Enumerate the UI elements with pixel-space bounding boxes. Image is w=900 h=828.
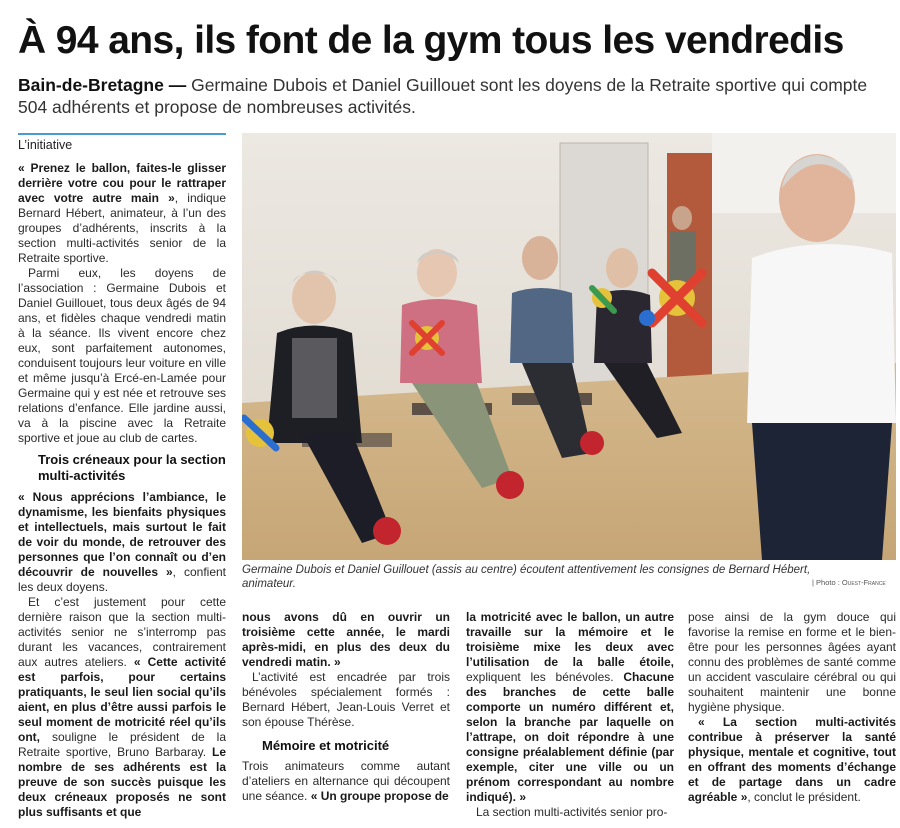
dateline: Bain-de-Bretagne — xyxy=(18,75,187,95)
quote: Chacune des branches de cette balle comporte un numéro différent et, selon la branche par laquelle on l’attrape, on doit répondre à une consigne préalablement définie (par exemple, citer une ville ou un prénom correspondant au nombre indiqué). » xyxy=(466,670,674,804)
headline: À 94 ans, ils font de la gym tous les vendredis xyxy=(18,19,844,62)
quote: Le nombre de ses adhérents est la preuve de son succès puisque les deux créneaux proposés ne sont plus suffisants et que xyxy=(18,745,226,819)
paragraph xyxy=(18,490,226,595)
photo-illustration xyxy=(242,133,896,560)
paragraph xyxy=(18,595,226,820)
paragraph: pose ainsi de la gym douce qui favorise la remise en forme et le bien-être pour les personnes âgées ayant connu des problèmes de santé comme un accident vasculaire cérébral ou qui souhaitent maintenir une bonne hygiène physique. xyxy=(688,610,896,714)
article-photo xyxy=(242,133,896,560)
text: Et c’est justement pour cette dernière raison que la section multi-activités senior ne s’interromp pas durant les vacances, contrairement aux autres ateliers. xyxy=(18,595,226,669)
quote: nous avons dû en ouvrir un troisième cette année, le mardi après-midi, en plus des deux du vendredi matin. » xyxy=(242,610,450,669)
section-kicker: L’initiative xyxy=(18,133,226,152)
text: , confient les deux doyens. xyxy=(18,565,226,594)
paragraph: Parmi eux, les doyens de l’association : Germaine Dubois et Daniel Guillouet, tous deux âgés de 94 ans, et fidèles chaque vendredi matin à la séance. Ils vivent encore chez eux, sont parfaitement autonomes, conduisent toujours leur voiture en ville et même jusqu’à Ercé-en-Lamée pour Germaine qui y est née et retrouve ses relations d’enfance. Elle jardine aussi, va à la piscine avec la Retraite sportive et joue au club de cartes. xyxy=(18,266,226,445)
text: souligne le président de la Retraite sportive, Bruno Barbaray. xyxy=(18,730,226,759)
quote: « Un groupe propose de xyxy=(310,789,449,803)
quote: « La section multi-activités contribue à préserver la santé physique, mentale et cognitive, tout en offrant des moments d’échange et de partage dans un cadre agréable » xyxy=(688,715,896,804)
photo-caption: Germaine Dubois et Daniel Guillouet (assis au centre) écoutent attentivement les consignes de Bernard Hébert, animateur. xyxy=(242,564,811,590)
text-column-2 xyxy=(242,610,450,804)
paragraph: L’activité est encadrée par trois bénévoles spécialement formés : Bernard Hébert, Jean-Louis Verret et son épouse Thérèse. xyxy=(242,670,450,729)
quote: « Prenez le ballon, faites-le glisser derrière votre cou pour le rattraper avec votre autre main » xyxy=(18,161,226,205)
text: , indique Bernard Hébert, animateur, à l’un des groupes d’adhérents, inscrits à la section multi-activités senior de la Retraite sportive. xyxy=(18,191,226,265)
paragraph xyxy=(466,610,674,805)
paragraph xyxy=(242,610,450,670)
subheading: Mémoire et motricité xyxy=(262,738,390,753)
quote: « Cette activité est parfois, pour certains pratiquants, le seul lien social qu’ils aient, en plus d’être aussi parfois le seul moment de motricité réel qu’ils ont, xyxy=(18,655,227,744)
lead-paragraph xyxy=(18,74,888,118)
subheading: Trois créneaux pour la section multi-activités xyxy=(38,452,226,483)
paragraph xyxy=(688,715,896,805)
photo-credit xyxy=(812,578,886,587)
text-column-4 xyxy=(688,610,896,805)
paragraph: La section multi-activités senior pro- xyxy=(476,805,668,819)
text-column-1 xyxy=(18,161,226,820)
credit-label: | Photo : xyxy=(812,578,840,587)
paragraph xyxy=(242,759,450,804)
text-column-3 xyxy=(466,610,674,820)
star-ball xyxy=(412,323,442,353)
quote: « Nous apprécions l’ambiance, le dynamisme, les bienfaits physiques et intellectuels, mais surtout le fait de voir du monde, de retrouver des personnes que l’on connaît ou d’en découvrir de nouvelles » xyxy=(18,490,226,579)
credit-source: Ouest-France xyxy=(841,578,886,587)
text: , conclut le président. xyxy=(747,790,861,804)
text: Trois animateurs comme autant d’ateliers en alternance qui découpent une séance. xyxy=(242,759,450,803)
paragraph xyxy=(18,161,226,266)
quote: la motricité avec le ballon, un autre travaille sur la mémoire et le troisième mixe les deux avec l’utilisation de la balle étoile, xyxy=(466,610,674,669)
text: expliquent les bénévoles. xyxy=(466,670,624,684)
lead-text: Germaine Dubois et Daniel Guillouet sont les doyens de la Retraite sportive qui compte 504 adhérents et propose de nombreuses activités. xyxy=(18,75,868,117)
